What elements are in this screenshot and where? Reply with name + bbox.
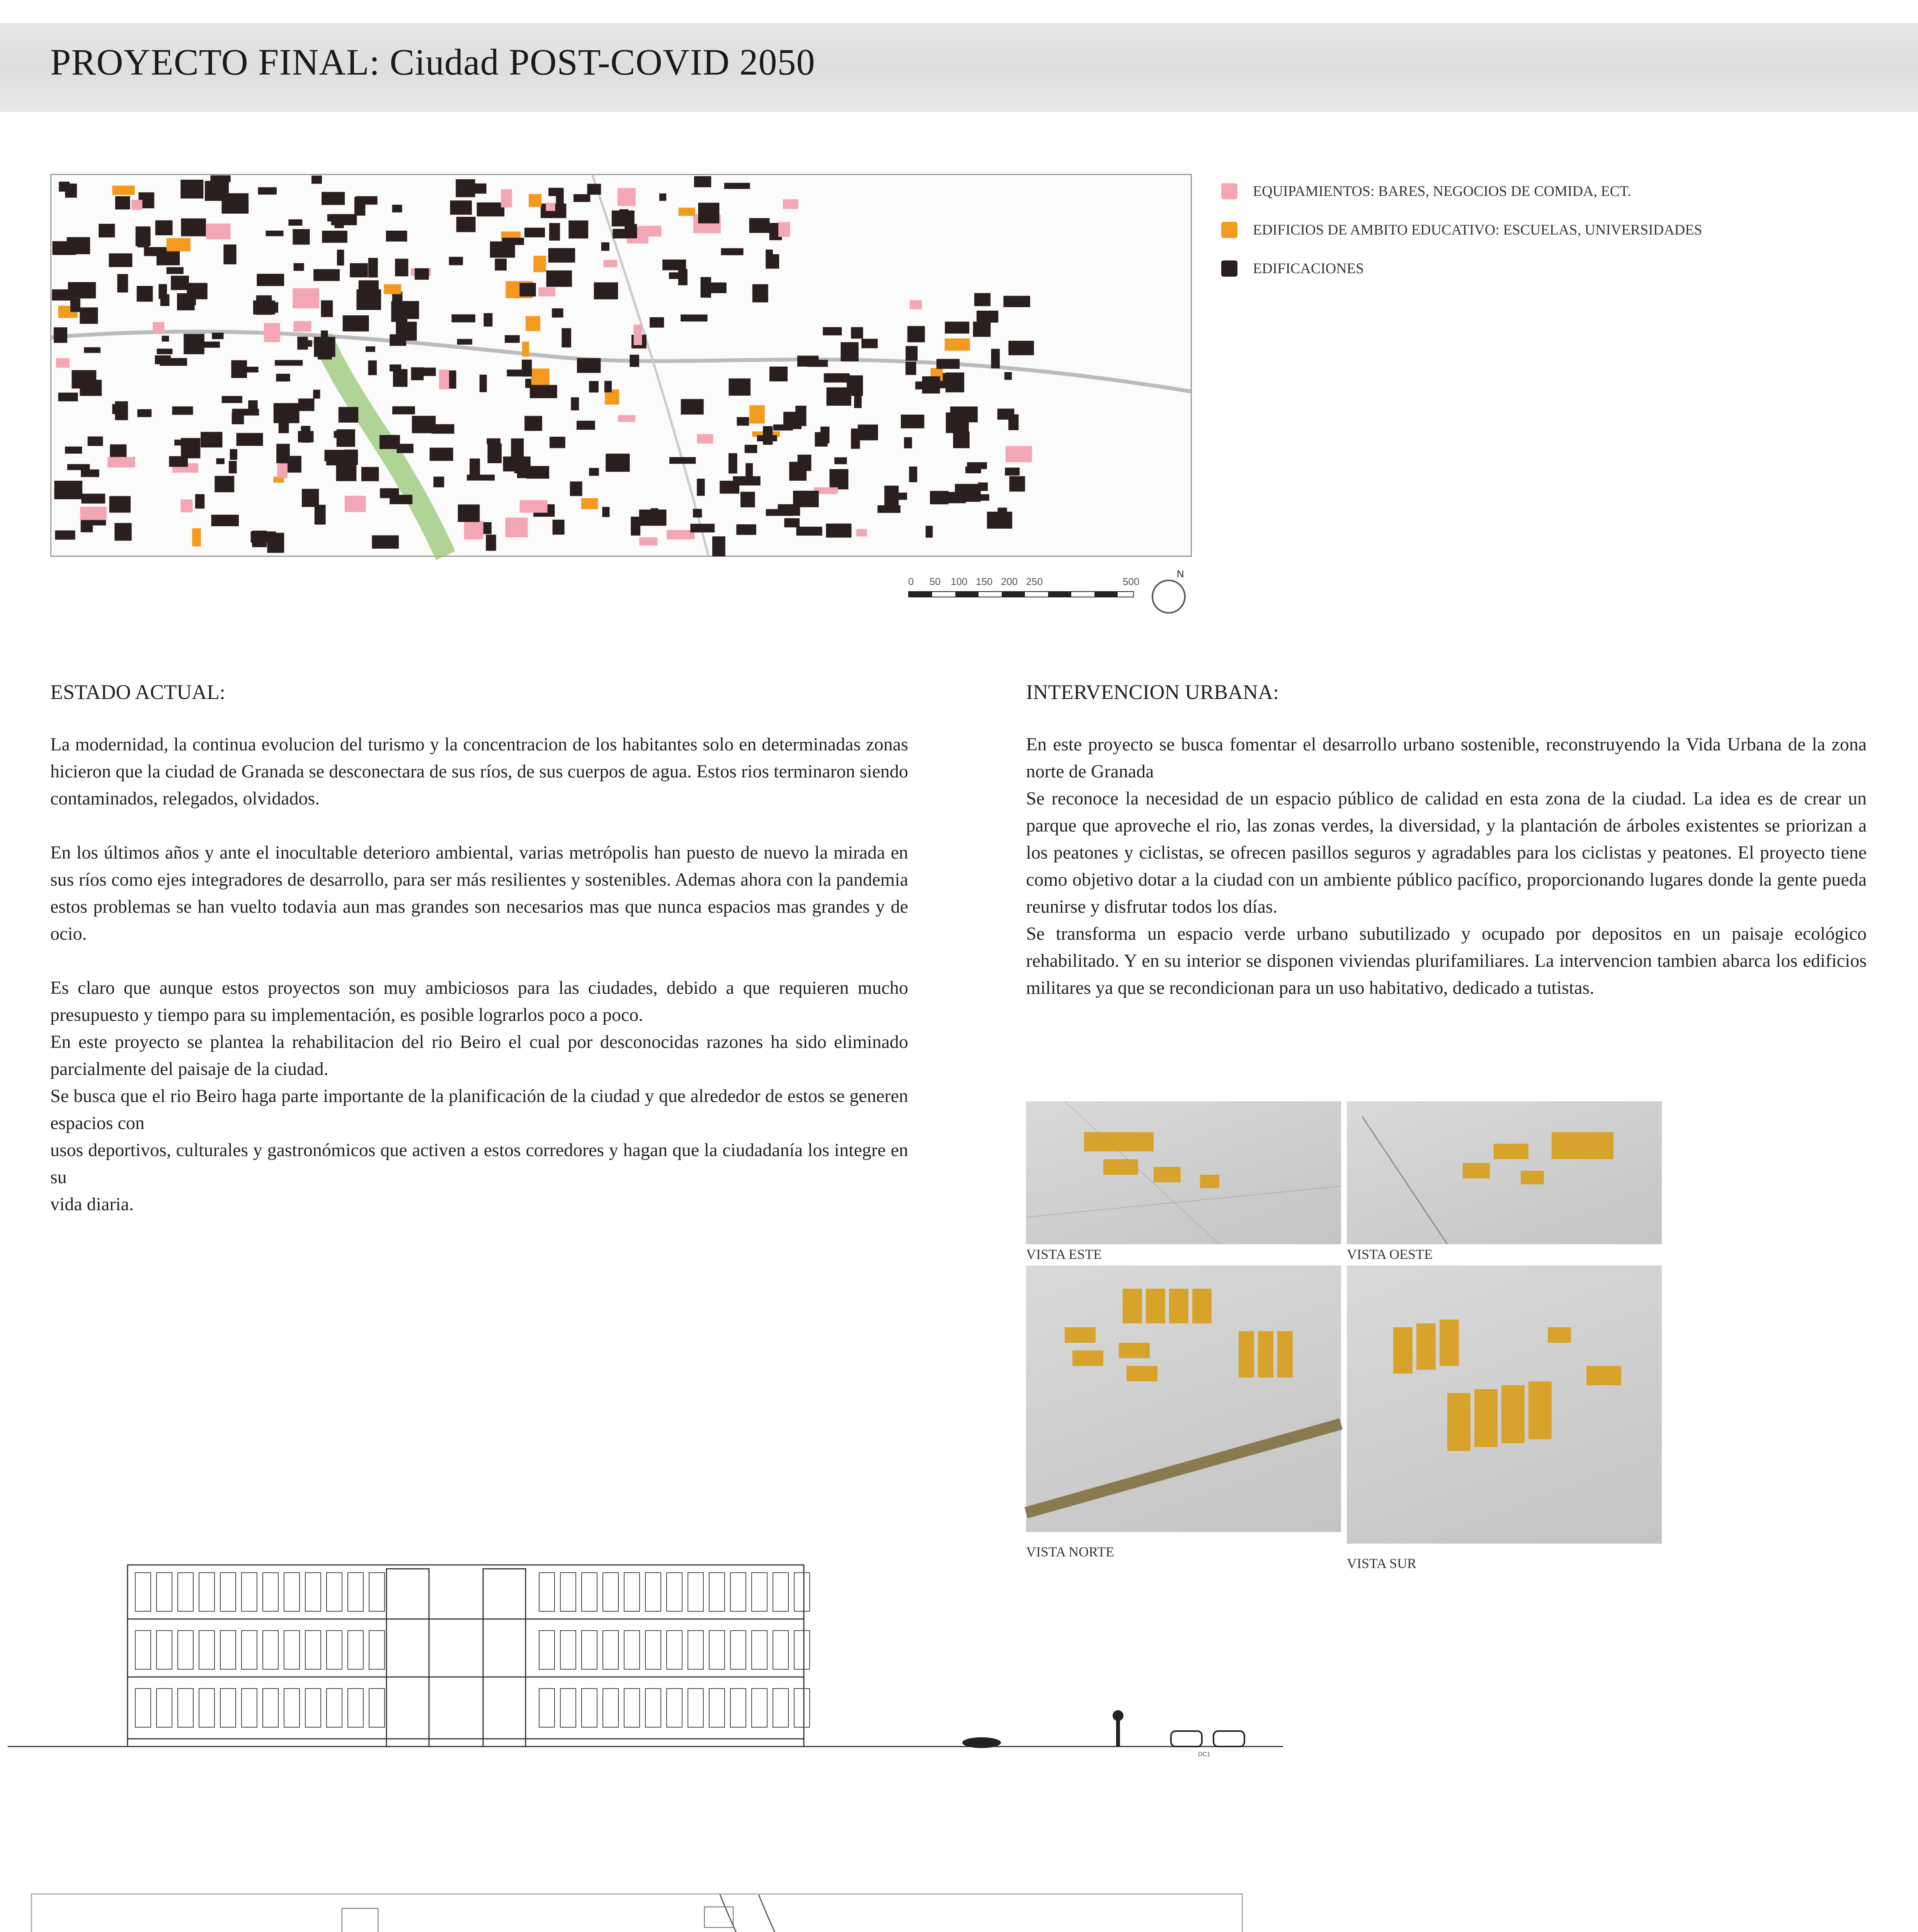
scale-tick: 150	[976, 576, 993, 587]
view-norte-drawing	[1026, 1265, 1341, 1532]
intervencion-heading: INTERVENCION URBANA:	[1026, 680, 1279, 704]
scale-tick: 100	[951, 576, 968, 587]
intervencion-paragraph: En este proyecto se busca fomentar el desarrollo urbano sostenible, reconstruyendo la Vida Urbana de la zona norte de Granada Se reconoce la necesidad de un espacio público de calidad en esta zona de la ciudad. La idea es de crear un parque que aproveche el rio, las zonas verdes, la diversidad, y la plantación de árboles existentes se priorizan a los peatones y ciclistas, se ofrecen pasillos seguros y agradables para los ciclistas y peatones. El proyecto tiene como objetivo dotar a la ciudad con un ambiente público pacífico, proporcionando lugares donde la gente pueda reunirse y disfrutar todos los días. Se transforma un espacio verde urbano subutilizado y ocupado por depositos en un paisaje ecológico rehabilitado. Y en su interior se disponen viviendas plurifamiliares. La intervencion tambien abarca los edificios militares ya que se recondicionan para un uso habitativo, dedicado a tutistas.	[1026, 734, 1867, 998]
legend-swatch-dark	[1221, 260, 1237, 277]
elevation-drawing	[8, 1557, 1283, 1758]
map-legend	[1221, 172, 1878, 288]
legend-swatch-orange	[1221, 222, 1237, 238]
estado-paragraph-2: En los últimos años y ante el inocultable deterioro ambiental, varias metrópolis han puesto de nuevo la mirada en sus ríos como ejes integradores de desarrollo, para ser más resilientes y sostenibles. Ademas ahora con la pandemia estos problemas se han vuelto todavia aun mas grandes son necesarios mas que nunca espacios mas grandes y de ocio.	[50, 842, 908, 944]
scale-tick: 50	[929, 576, 941, 587]
scale-tick: 200	[1001, 576, 1018, 587]
estado-paragraph-1: La modernidad, la continua evolucion del turismo y la concentracion de los habitantes solo en determinadas zonas hicieron que la ciudad de Granada se desconectara de sus ríos, de sus cuerpos de agua. Estos rios terminaron siendo contaminados, relegados, olvidados.	[50, 734, 908, 809]
page-title: PROYECTO FINAL: Ciudad POST-COVID 2050	[50, 41, 815, 83]
master-plan	[31, 1893, 1243, 1932]
estado-paragraph-3: Es claro que aunque estos proyectos son muy ambiciosos para las ciudades, debido a que requieren mucho presupuesto y tiempo para su implementación, es posible lograrlos poco a poco. En este proyecto se plantea la rehabilitacion del rio Beiro el cual por desconocidas razones ha sido eliminado parcialmente del paisaje de la ciudad. Se busca que el rio Beiro haga parte importante de la planificación de la ciudad y que alrededor de estos se generen espacios con usos deportivos, culturales y gastronómicos que activen a estos corredores y hagan que la ciudadanía los integre en su vida diaria.	[50, 978, 908, 1214]
legend-label: EDIFICIOS DE AMBITO EDUCATIVO: ESCUELAS, UNIVERSIDADES	[1253, 222, 1702, 238]
scale-bar-top	[908, 576, 1179, 597]
elevation-tag: DC1	[1198, 1751, 1211, 1758]
legend-item-educativo	[1221, 211, 1878, 249]
estado-actual-section	[50, 680, 908, 1218]
caption-vista-sur: VISTA SUR	[1347, 1556, 1417, 1571]
legend-swatch-pink	[1221, 183, 1237, 199]
city-map	[50, 174, 1192, 557]
legend-item-equipamientos	[1221, 172, 1878, 211]
view-sur-drawing	[1347, 1265, 1662, 1544]
master-plan-drawing	[32, 1895, 1242, 1932]
scale-tick: 250	[1026, 576, 1043, 587]
view-este-image	[1026, 1101, 1341, 1244]
scale-bar-graphic	[908, 591, 1134, 597]
scale-tick: 0	[908, 576, 914, 587]
scale-tick: 500	[1123, 576, 1140, 587]
legend-item-edificaciones	[1221, 249, 1878, 288]
building-elevation	[8, 1557, 1283, 1758]
caption-vista-oeste: VISTA OESTE	[1347, 1247, 1433, 1262]
north-label: N	[1177, 568, 1184, 580]
intervencion-section	[1026, 680, 1867, 1002]
city-map-drawing	[51, 175, 1191, 556]
legend-label: EDIFICACIONES	[1253, 260, 1364, 277]
view-norte-image	[1026, 1265, 1341, 1532]
estado-heading: ESTADO ACTUAL:	[50, 680, 226, 704]
caption-vista-norte: VISTA NORTE	[1026, 1544, 1114, 1560]
caption-vista-este: VISTA ESTE	[1026, 1247, 1102, 1262]
view-sur-image	[1347, 1265, 1662, 1544]
north-arrow-icon	[1152, 580, 1186, 614]
legend-label: EQUIPAMIENTOS: BARES, NEGOCIOS DE COMIDA, ECT.	[1253, 183, 1631, 199]
view-este-drawing	[1026, 1101, 1341, 1244]
view-oeste-image	[1347, 1101, 1662, 1244]
view-oeste-drawing	[1347, 1101, 1662, 1244]
